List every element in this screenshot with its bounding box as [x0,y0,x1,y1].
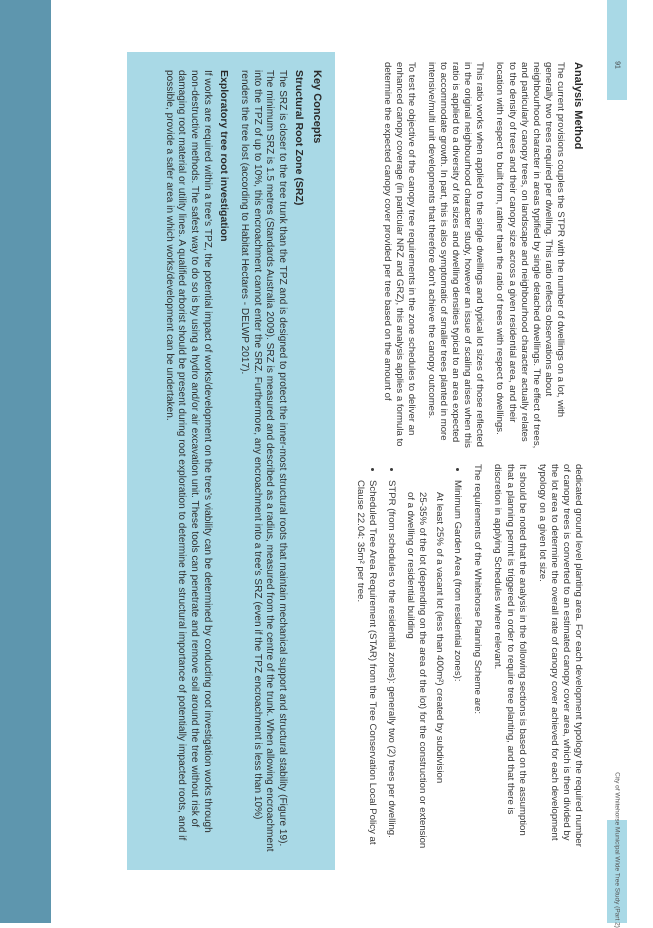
list-item: • Scheduled Tree Area Requirement (STAR) from the Tree Conservation Local Policy at Clause 22.04: 35m² per tree. [354,480,378,854]
analysis-column-2 [188,464,584,854]
key-concepts-heading: Key Concepts [311,70,323,144]
srz-text: The SRZ is closer to the tree trunk than the TPZ and is designed to protect the inner-most structural roots that maintain mechanical support and structural stability (Figure 19). The minimum SRZ is 1.5 metres (Standards Australia 2009). SRZ is measured and described as a radius, measured from the centre of the trunk. When allowing encroachment into the TPZ of up to 10%, this encroachment cannot enter the SRZ. Furthermore, any encroachment into a tree's SRZ (even if the TPZ encroachment is less than 10%) renders the tree lost (according to Habitat Hectares - DELWP 2017). [239,70,288,852]
requirements-list [354,464,464,854]
analysis-paragraph-6: The requirements of the Whitehorse Planning Scheme are: [472,464,484,715]
analysis-paragraph-4: dedicated ground level planting area. For each development typology the required number of canopy trees is converted to an estimated canopy cover area, which is then divided by the lot area to determine the overall rate of canopy cover achieved for each development typology on a given lot size. [536,464,584,847]
list-item: • STPR (from schedules to the residential zones): generally two (2) trees per dwelling. [385,480,397,854]
garden-area-sublist [404,480,445,854]
analysis-section [188,52,588,870]
explore-text: If works are required within a tree's TPZ, the potential impact of works/development on the tree's viability can be determined by conducting root investigation works through non-destructive methods. The safest way to do so is by using a hydro and/or air excavation unit. These tools can penetrate and remove soil around the tree without risk of damaging root material or utility lines. A qualified arborist should be present during root exploration to determine the structural importance of potentially impacted roots, and if possible, provide a safer area in which works/development can be undertaken. [163,70,213,841]
list-item: At least 25% of a vacant lot (less than 400m²) created by subdivision [434,492,446,784]
srz-title: Structural Root Zone (SRZ) [293,70,305,206]
page-number-tab [607,0,627,100]
analysis-paragraph-5: It should be noted that the analysis in the following sections is based on the assumption that a planning permit is triggered in order to require tree planting, and that there is discretion in applying Schedules where relevant. [492,464,528,836]
analysis-paragraph-3: To test the objective of the canopy tree requirements in the zone schedules to deliver an enhanced canopy coverage (in particular NRZ and GRZ), this analysis applies a formula to determine the expected canopy cover provided per tree based on the amount of [381,62,417,447]
left-color-bar [0,0,51,923]
list-item: • Minimum Garden Area (from residential zones): At least 25% of a vacant lot (less than 400m²) created by subdivision 25-35% of the lot (depending on the area of the lot) for the construction or extension of a dwelling or residential building [404,480,463,854]
analysis-column-1 [188,62,584,452]
analysis-heading: Analysis Method [572,62,584,150]
analysis-paragraph-2: This ratio works when applied to the single dwellings and typical lot sizes of those reflected in the original neighbourhood character study, however an issue of scaling arises when this ratio is applied to a diversity of lot sizes and dwelling densities typical to an area expected to accommodate growth. In part, this is also symptomatic of smaller trees planted in more intensive/multi unit developments that therefore don't achieve the canopy outcomes. [425,62,486,448]
explore-title: Exploratory tree root investigation [217,70,230,242]
list-item: 25-35% of the lot (depending on the area of the lot) for the construction or extension of a dwelling or residential building [404,492,429,849]
analysis-paragraph-1: The current provisions couples the STPR with the number of dwellings on a lot, with generally two trees required per dwelling. This ratio reflects observations about neighbourhood character in areas typified by single detached dwellings. The effect of trees, and particularly canopy trees, on landscape and neighbourhood character actually relates to the density of trees and their canopy size across a given residential area, and their location with respect to built form, rather than the ratio of trees with respect to dwellings. [494,62,566,449]
